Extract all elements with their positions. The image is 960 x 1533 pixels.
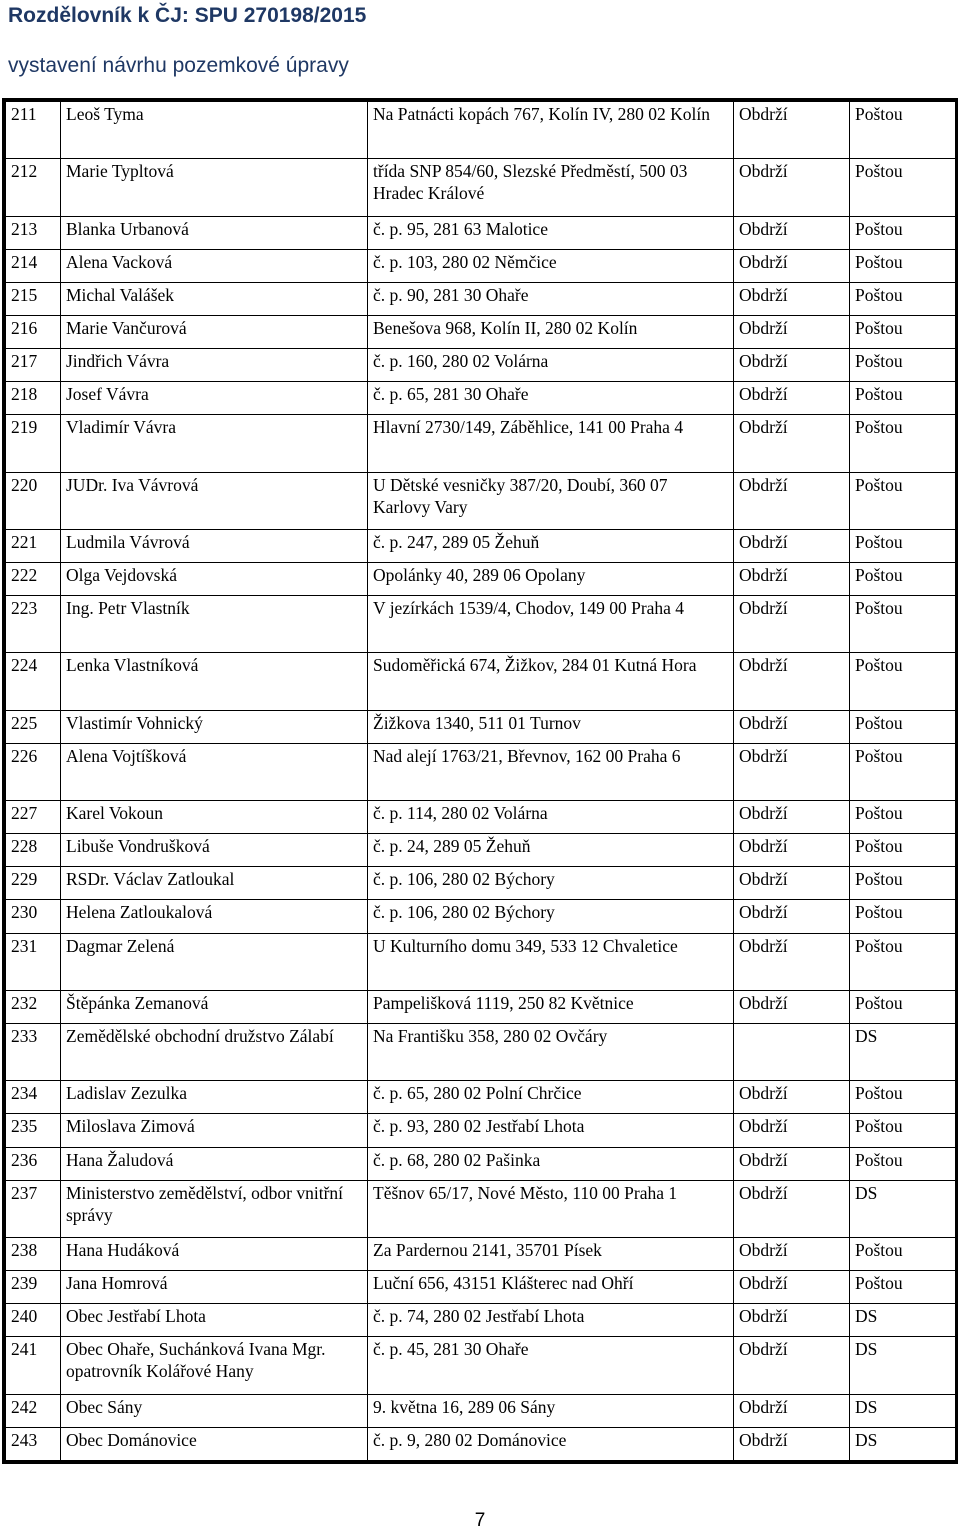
delivery-method: Poštou bbox=[850, 990, 956, 1023]
receives-status: Obdrží bbox=[734, 529, 850, 562]
row-number: 228 bbox=[6, 834, 61, 867]
delivery-method: Poštou bbox=[850, 349, 956, 382]
row-number: 221 bbox=[6, 529, 61, 562]
recipient-name: Hana Hudáková bbox=[61, 1237, 368, 1270]
recipient-name: Leoš Tyma bbox=[61, 102, 368, 159]
receives-status: Obdrží bbox=[734, 382, 850, 415]
table-row bbox=[6, 867, 956, 900]
row-number: 212 bbox=[6, 159, 61, 216]
receives-status: Obdrží bbox=[734, 834, 850, 867]
recipient-address: č. p. 114, 280 02 Volárna bbox=[368, 801, 734, 834]
recipient-name: Lenka Vlastníková bbox=[61, 653, 368, 710]
delivery-method: Poštou bbox=[850, 867, 956, 900]
recipient-address: č. p. 74, 280 02 Jestřabí Lhota bbox=[368, 1304, 734, 1337]
row-number: 218 bbox=[6, 382, 61, 415]
table-row bbox=[6, 933, 956, 990]
distribution-table bbox=[2, 98, 958, 1464]
table-row bbox=[6, 900, 956, 933]
table-row bbox=[6, 216, 956, 249]
table-row bbox=[6, 1237, 956, 1270]
recipient-address: č. p. 9, 280 02 Dománovice bbox=[368, 1427, 734, 1460]
receives-status: Obdrží bbox=[734, 900, 850, 933]
recipient-name: Vlastimír Vohnický bbox=[61, 710, 368, 743]
recipient-name: Olga Vejdovská bbox=[61, 562, 368, 595]
row-number: 240 bbox=[6, 1304, 61, 1337]
row-number: 243 bbox=[6, 1427, 61, 1460]
delivery-method: Poštou bbox=[850, 743, 956, 800]
recipient-name: Marie Vančurová bbox=[61, 315, 368, 348]
receives-status bbox=[734, 1023, 850, 1080]
receives-status: Obdrží bbox=[734, 1114, 850, 1147]
row-number: 237 bbox=[6, 1180, 61, 1237]
row-number: 225 bbox=[6, 710, 61, 743]
table-row bbox=[6, 801, 956, 834]
delivery-method: Poštou bbox=[850, 1237, 956, 1270]
recipient-name: Alena Vacková bbox=[61, 249, 368, 282]
recipient-name: Ing. Petr Vlastník bbox=[61, 596, 368, 653]
table-row bbox=[6, 562, 956, 595]
receives-status: Obdrží bbox=[734, 1427, 850, 1460]
recipient-address: Sudoměřická 674, Žižkov, 284 01 Kutná Hora bbox=[368, 653, 734, 710]
row-number: 231 bbox=[6, 933, 61, 990]
delivery-method: Poštou bbox=[850, 653, 956, 710]
row-number: 227 bbox=[6, 801, 61, 834]
receives-status: Obdrží bbox=[734, 315, 850, 348]
table-row bbox=[6, 1081, 956, 1114]
table-row bbox=[6, 990, 956, 1023]
delivery-method: Poštou bbox=[850, 216, 956, 249]
recipient-name: Ladislav Zezulka bbox=[61, 1081, 368, 1114]
recipient-address: Na Patnácti kopách 767, Kolín IV, 280 02 Kolín bbox=[368, 102, 734, 159]
recipient-name: Alena Vojtíšková bbox=[61, 743, 368, 800]
table-body bbox=[6, 102, 956, 1461]
receives-status: Obdrží bbox=[734, 415, 850, 472]
delivery-method: Poštou bbox=[850, 415, 956, 472]
recipient-name: Vladimír Vávra bbox=[61, 415, 368, 472]
row-number: 220 bbox=[6, 472, 61, 529]
table-row bbox=[6, 653, 956, 710]
receives-status: Obdrží bbox=[734, 801, 850, 834]
receives-status: Obdrží bbox=[734, 710, 850, 743]
recipient-address: Nad alejí 1763/21, Břevnov, 162 00 Praha 6 bbox=[368, 743, 734, 800]
receives-status: Obdrží bbox=[734, 1337, 850, 1394]
delivery-method: Poštou bbox=[850, 834, 956, 867]
recipient-address: č. p. 68, 280 02 Pašinka bbox=[368, 1147, 734, 1180]
recipient-address: č. p. 247, 289 05 Žehuň bbox=[368, 529, 734, 562]
receives-status: Obdrží bbox=[734, 1147, 850, 1180]
table-row bbox=[6, 1114, 956, 1147]
row-number: 224 bbox=[6, 653, 61, 710]
delivery-method: Poštou bbox=[850, 562, 956, 595]
table-row bbox=[6, 596, 956, 653]
recipient-address: Za Pardernou 2141, 35701 Písek bbox=[368, 1237, 734, 1270]
delivery-method: Poštou bbox=[850, 1114, 956, 1147]
recipient-name: Obec Dománovice bbox=[61, 1427, 368, 1460]
delivery-method: DS bbox=[850, 1337, 956, 1394]
recipient-name: Jana Homrová bbox=[61, 1271, 368, 1304]
row-number: 232 bbox=[6, 990, 61, 1023]
recipient-name: Libuše Vondrušková bbox=[61, 834, 368, 867]
delivery-method: Poštou bbox=[850, 710, 956, 743]
recipient-name: Josef Vávra bbox=[61, 382, 368, 415]
recipient-name: Obec Ohaře, Suchánková Ivana Mgr. opatrovník Kolářové Hany bbox=[61, 1337, 368, 1394]
delivery-method: Poštou bbox=[850, 1147, 956, 1180]
receives-status: Obdrží bbox=[734, 990, 850, 1023]
receives-status: Obdrží bbox=[734, 743, 850, 800]
recipient-name: Helena Zatloukalová bbox=[61, 900, 368, 933]
delivery-method: Poštou bbox=[850, 282, 956, 315]
recipient-address: č. p. 65, 281 30 Ohaře bbox=[368, 382, 734, 415]
delivery-method: DS bbox=[850, 1394, 956, 1427]
row-number: 216 bbox=[6, 315, 61, 348]
table-row bbox=[6, 834, 956, 867]
table-row bbox=[6, 472, 956, 529]
delivery-method: Poštou bbox=[850, 529, 956, 562]
row-number: 214 bbox=[6, 249, 61, 282]
recipient-name: Ludmila Vávrová bbox=[61, 529, 368, 562]
row-number: 241 bbox=[6, 1337, 61, 1394]
recipient-name: Ministerstvo zemědělství, odbor vnitřní správy bbox=[61, 1180, 368, 1237]
receives-status: Obdrží bbox=[734, 249, 850, 282]
recipient-address: třída SNP 854/60, Slezské Předměstí, 500 03 Hradec Králové bbox=[368, 159, 734, 216]
page-number: 7 bbox=[474, 1510, 486, 1531]
delivery-method: DS bbox=[850, 1304, 956, 1337]
recipient-name: JUDr. Iva Vávrová bbox=[61, 472, 368, 529]
row-number: 230 bbox=[6, 900, 61, 933]
table-row bbox=[6, 529, 956, 562]
delivery-method: Poštou bbox=[850, 801, 956, 834]
row-number: 226 bbox=[6, 743, 61, 800]
recipient-address: č. p. 95, 281 63 Malotice bbox=[368, 216, 734, 249]
delivery-method: Poštou bbox=[850, 159, 956, 216]
recipient-name: Blanka Urbanová bbox=[61, 216, 368, 249]
document-title: Rozdělovník k ČJ: SPU 270198/2015 bbox=[8, 4, 367, 27]
recipient-address: V jezírkách 1539/4, Chodov, 149 00 Praha 4 bbox=[368, 596, 734, 653]
recipient-name: Obec Sány bbox=[61, 1394, 368, 1427]
recipient-address: č. p. 90, 281 30 Ohaře bbox=[368, 282, 734, 315]
recipient-name: Obec Jestřabí Lhota bbox=[61, 1304, 368, 1337]
recipient-address: Žižkova 1340, 511 01 Turnov bbox=[368, 710, 734, 743]
row-number: 238 bbox=[6, 1237, 61, 1270]
delivery-method: Poštou bbox=[850, 900, 956, 933]
delivery-method: Poštou bbox=[850, 1081, 956, 1114]
receives-status: Obdrží bbox=[734, 282, 850, 315]
receives-status: Obdrží bbox=[734, 1180, 850, 1237]
recipient-name: Hana Žaludová bbox=[61, 1147, 368, 1180]
recipient-name: Karel Vokoun bbox=[61, 801, 368, 834]
table-row bbox=[6, 159, 956, 216]
receives-status: Obdrží bbox=[734, 653, 850, 710]
recipient-address: Pampelišková 1119, 250 82 Květnice bbox=[368, 990, 734, 1023]
table-row bbox=[6, 1304, 956, 1337]
row-number: 211 bbox=[6, 102, 61, 159]
recipient-address: U Kulturního domu 349, 533 12 Chvaletice bbox=[368, 933, 734, 990]
recipient-address: U Dětské vesničky 387/20, Doubí, 360 07 Karlovy Vary bbox=[368, 472, 734, 529]
table-row bbox=[6, 415, 956, 472]
table-row bbox=[6, 315, 956, 348]
table-row bbox=[6, 1394, 956, 1427]
delivery-method: Poštou bbox=[850, 315, 956, 348]
recipient-address: č. p. 24, 289 05 Žehuň bbox=[368, 834, 734, 867]
receives-status: Obdrží bbox=[734, 1237, 850, 1270]
receives-status: Obdrží bbox=[734, 159, 850, 216]
table-row bbox=[6, 1023, 956, 1080]
delivery-method: Poštou bbox=[850, 102, 956, 159]
recipient-address: 9. května 16, 289 06 Sány bbox=[368, 1394, 734, 1427]
row-number: 217 bbox=[6, 349, 61, 382]
receives-status: Obdrží bbox=[734, 472, 850, 529]
recipient-address: Na Františku 358, 280 02 Ovčáry bbox=[368, 1023, 734, 1080]
recipient-name: RSDr. Václav Zatloukal bbox=[61, 867, 368, 900]
receives-status: Obdrží bbox=[734, 349, 850, 382]
receives-status: Obdrží bbox=[734, 933, 850, 990]
receives-status: Obdrží bbox=[734, 562, 850, 595]
recipient-name: Miloslava Zimová bbox=[61, 1114, 368, 1147]
recipient-address: Opolánky 40, 289 06 Opolany bbox=[368, 562, 734, 595]
recipient-address: č. p. 93, 280 02 Jestřabí Lhota bbox=[368, 1114, 734, 1147]
row-number: 229 bbox=[6, 867, 61, 900]
table-row bbox=[6, 1337, 956, 1394]
table-row bbox=[6, 282, 956, 315]
delivery-method: Poštou bbox=[850, 596, 956, 653]
row-number: 223 bbox=[6, 596, 61, 653]
table-row bbox=[6, 1427, 956, 1460]
table-row bbox=[6, 349, 956, 382]
receives-status: Obdrží bbox=[734, 867, 850, 900]
table-row bbox=[6, 249, 956, 282]
receives-status: Obdrží bbox=[734, 596, 850, 653]
row-number: 236 bbox=[6, 1147, 61, 1180]
delivery-method: Poštou bbox=[850, 1271, 956, 1304]
row-number: 213 bbox=[6, 216, 61, 249]
table-row bbox=[6, 1271, 956, 1304]
table-row bbox=[6, 1180, 956, 1237]
receives-status: Obdrží bbox=[734, 1304, 850, 1337]
receives-status: Obdrží bbox=[734, 216, 850, 249]
delivery-method: DS bbox=[850, 1023, 956, 1080]
row-number: 233 bbox=[6, 1023, 61, 1080]
receives-status: Obdrží bbox=[734, 1394, 850, 1427]
delivery-method: Poštou bbox=[850, 249, 956, 282]
recipient-address: Těšnov 65/17, Nové Město, 110 00 Praha 1 bbox=[368, 1180, 734, 1237]
recipient-name: Štěpánka Zemanová bbox=[61, 990, 368, 1023]
recipient-name: Zemědělské obchodní družstvo Zálabí bbox=[61, 1023, 368, 1080]
row-number: 239 bbox=[6, 1271, 61, 1304]
document-subtitle: vystavení návrhu pozemkové úpravy bbox=[8, 54, 349, 77]
recipient-address: č. p. 160, 280 02 Volárna bbox=[368, 349, 734, 382]
recipient-address: Luční 656, 43151 Klášterec nad Ohří bbox=[368, 1271, 734, 1304]
delivery-method: DS bbox=[850, 1427, 956, 1460]
row-number: 215 bbox=[6, 282, 61, 315]
table-row bbox=[6, 102, 956, 159]
row-number: 222 bbox=[6, 562, 61, 595]
delivery-method: DS bbox=[850, 1180, 956, 1237]
table-row bbox=[6, 382, 956, 415]
receives-status: Obdrží bbox=[734, 1081, 850, 1114]
recipient-name: Michal Valášek bbox=[61, 282, 368, 315]
recipient-address: Hlavní 2730/149, Záběhlice, 141 00 Praha 4 bbox=[368, 415, 734, 472]
table-row bbox=[6, 743, 956, 800]
receives-status: Obdrží bbox=[734, 102, 850, 159]
recipient-address: č. p. 106, 280 02 Býchory bbox=[368, 867, 734, 900]
recipient-address: č. p. 65, 280 02 Polní Chrčice bbox=[368, 1081, 734, 1114]
delivery-method: Poštou bbox=[850, 382, 956, 415]
recipient-address: č. p. 103, 280 02 Němčice bbox=[368, 249, 734, 282]
recipient-name: Marie Typltová bbox=[61, 159, 368, 216]
row-number: 235 bbox=[6, 1114, 61, 1147]
recipient-name: Jindřich Vávra bbox=[61, 349, 368, 382]
delivery-method: Poštou bbox=[850, 933, 956, 990]
recipient-address: č. p. 45, 281 30 Ohaře bbox=[368, 1337, 734, 1394]
recipient-address: č. p. 106, 280 02 Býchory bbox=[368, 900, 734, 933]
row-number: 242 bbox=[6, 1394, 61, 1427]
recipient-address: Benešova 968, Kolín II, 280 02 Kolín bbox=[368, 315, 734, 348]
table-row bbox=[6, 1147, 956, 1180]
receives-status: Obdrží bbox=[734, 1271, 850, 1304]
row-number: 219 bbox=[6, 415, 61, 472]
table-row bbox=[6, 710, 956, 743]
recipient-name: Dagmar Zelená bbox=[61, 933, 368, 990]
row-number: 234 bbox=[6, 1081, 61, 1114]
delivery-method: Poštou bbox=[850, 472, 956, 529]
